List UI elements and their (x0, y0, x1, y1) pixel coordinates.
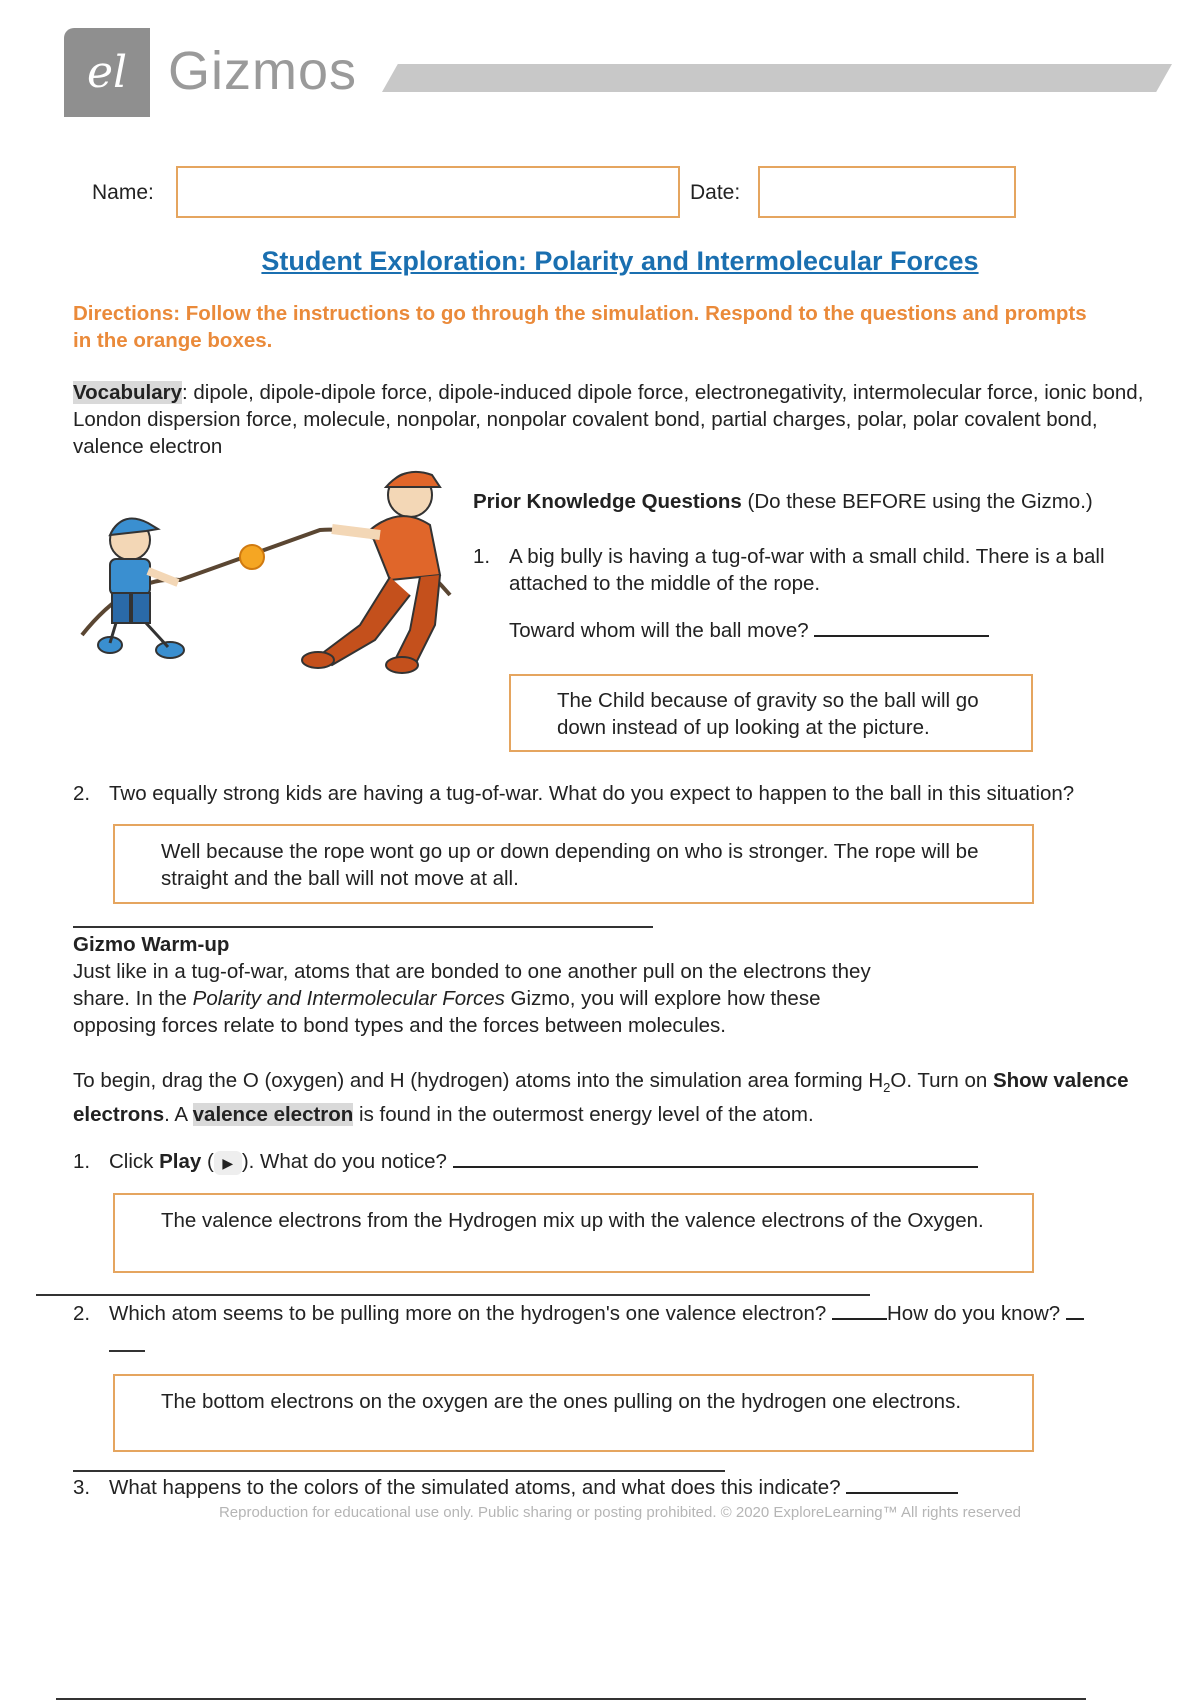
logo-text: Gizmos (168, 41, 358, 101)
prior-knowledge-heading: Prior Knowledge Questions (Do these BEFORE using the Gizmo.) (473, 490, 1093, 513)
vocabulary-label: Vocabulary (73, 381, 182, 404)
wu-q3-line: What happens to the colors of the simulated atoms, and what does this indicate? (109, 1474, 1039, 1501)
wu-q1-answer: The valence electrons from the Hydrogen mix up with the valence electrons of the Oxygen. (161, 1209, 984, 1232)
wu-q1-line: Click Play ( ▶ ). What do you notice? (109, 1148, 1029, 1175)
pk-q1-number: 1. (473, 545, 491, 568)
wu-q2-blank-2[interactable] (1066, 1318, 1084, 1320)
wu-q3-blank[interactable] (846, 1492, 958, 1494)
divider-3 (73, 1470, 725, 1472)
name-field[interactable] (176, 166, 680, 218)
directions-text: Directions: Follow the instructions to go through the simulation. Respond to the questions and prompts in the orange boxes. (73, 302, 1087, 352)
header-bar (382, 64, 1172, 92)
wu-q2-answer: The bottom electrons on the oxygen are the ones pulling on the hydrogen one electrons. (161, 1390, 962, 1413)
wu-q2-blank-3[interactable] (109, 1350, 145, 1352)
copyright-footer: Reproduction for educational use only. Public sharing or posting prohibited. © 2020 ExploreLearning™ All rights reserved (218, 1504, 1022, 1521)
page-title: Student Exploration: Polarity and Intermolecular Forces (261, 246, 979, 276)
section-divider (73, 926, 653, 928)
warmup-intro: Just like in a tug-of-war, atoms that are bonded to one another pull on the electrons they share. In the Polarity and Intermolecular Forces Gizmo, you will explore how these opposing forces relate to bond types and the forces between molecules. (73, 960, 871, 1037)
bully-figure (302, 472, 440, 673)
pk-q2-number: 2. (73, 782, 91, 805)
valence-electron-term: valence electron (192, 1103, 354, 1127)
pk-q1-answer: The Child because of gravity so the ball will go down instead of up looking at the picture. (557, 689, 979, 739)
logo-mark: el (86, 47, 128, 98)
divider-2 (36, 1294, 870, 1296)
date-field[interactable] (758, 166, 1016, 218)
pk-q1-text: A big bully is having a tug-of-war with a small child. There is a ball attached to the middle of the rope. (509, 545, 1105, 595)
wu-q2-answer-box[interactable] (113, 1374, 1034, 1452)
pk-q2-answer-box[interactable] (113, 824, 1034, 904)
wu-q3-number: 3. (73, 1476, 91, 1499)
pk-q1-prompt: Toward whom will the ball move? (509, 619, 809, 642)
wu-q2-number: 2. (73, 1302, 91, 1325)
child-figure (98, 519, 184, 658)
gizmos-logo-icon (64, 28, 150, 117)
vocabulary-terms: : dipole, dipole-dipole force, dipole-induced dipole force, electronegativity, intermolecular force, ionic bond, London dispersion force, molecule, nonpolar, nonpolar covalent bond, partial charges, polar, polar covalent bond, valence electron (73, 381, 1144, 458)
ball (240, 545, 264, 569)
wu-q2-line: Which atom seems to be pulling more on the hydrogen's one valence electron? How do you know? (109, 1300, 1194, 1327)
vocabulary (73, 379, 1153, 460)
wu-q2-blank[interactable] (832, 1318, 887, 1320)
pk-q1-prompt-line (509, 617, 1109, 644)
wu-q1-answer-box[interactable] (113, 1193, 1034, 1273)
play-icon: ▶ (214, 1151, 242, 1175)
wu-q1-blank[interactable] (453, 1166, 978, 1168)
pk-q1-answer-box[interactable] (509, 674, 1033, 752)
pk-q2-text: Two equally strong kids are having a tug-of-war. What do you expect to happen to the ball in this situation? (109, 782, 1075, 805)
warmup-begin: To begin, drag the O (oxygen) and H (hydrogen) atoms into the simulation area forming $H_2O$. Turn on Show valence electrons. A valence electron is found in the outermost energy level of the atom. (73, 1069, 1129, 1127)
name-label: Name: (92, 181, 154, 204)
warmup-heading: Gizmo Warm-up (73, 933, 230, 956)
wu-q1-number: 1. (73, 1150, 91, 1173)
pk-q1-blank[interactable] (814, 635, 989, 637)
pk-q2-answer: Well because the rope wont go up or down depending on who is stronger. The rope will be straight and the ball will not move at all. (161, 840, 979, 890)
tug-of-war-illustration (70, 465, 460, 675)
date-label: Date: (690, 181, 741, 204)
